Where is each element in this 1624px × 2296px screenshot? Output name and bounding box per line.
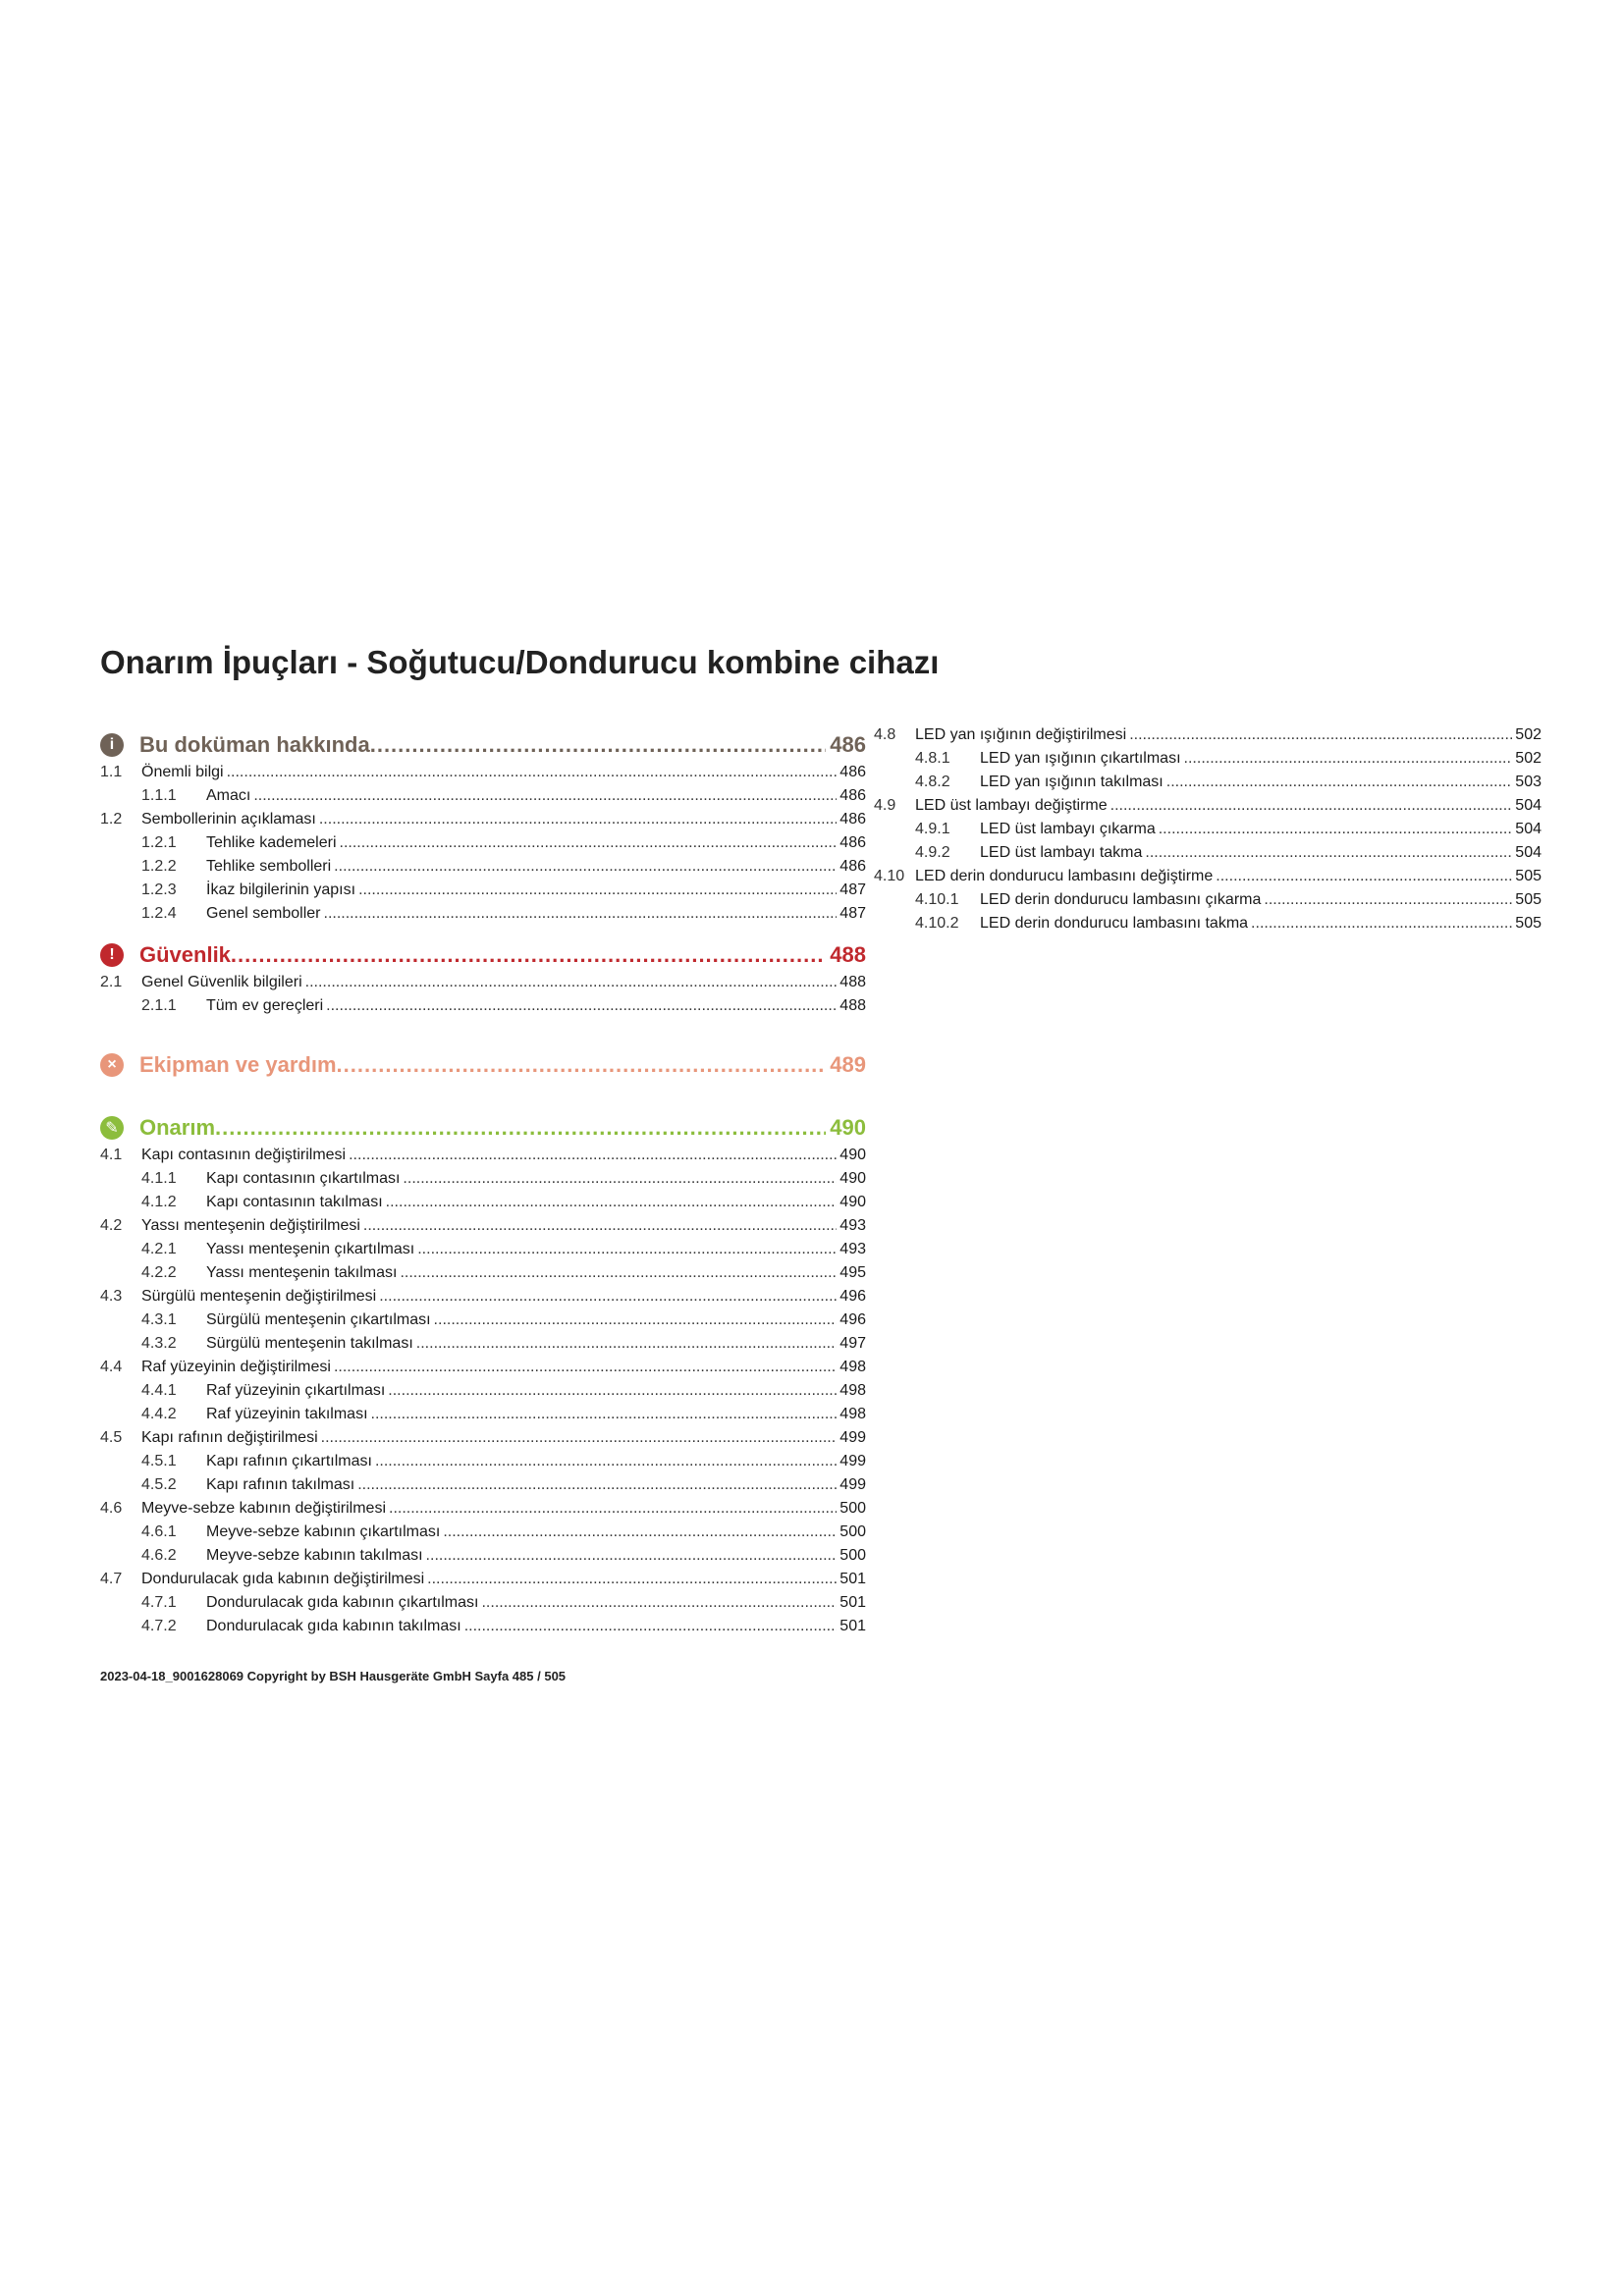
toc-entry-page: 488 xyxy=(839,997,866,1014)
toc-entry-page: 499 xyxy=(839,1429,866,1446)
toc-entry-page: 487 xyxy=(839,881,866,898)
toc-subentry[interactable] xyxy=(100,1618,866,1641)
toc-entry[interactable] xyxy=(100,1288,866,1311)
toc-entry-page: 493 xyxy=(839,1241,866,1257)
toc-entry-title: Sürgülü menteşenin değiştirilmesi xyxy=(141,1288,377,1305)
toc-entry[interactable] xyxy=(100,764,866,787)
toc-entry-page: 490 xyxy=(839,1194,866,1210)
dot-leader xyxy=(363,1217,837,1235)
toc-entry-page: 497 xyxy=(839,1335,866,1352)
toc-subentry[interactable] xyxy=(874,774,1542,797)
toc-subentry[interactable] xyxy=(100,1170,866,1194)
toc-entry-title: LED üst lambayı takma xyxy=(980,844,1143,861)
toc-entry-number: 4.8.2 xyxy=(915,774,950,790)
dot-leader xyxy=(1110,797,1513,815)
toc-entry[interactable] xyxy=(874,797,1542,821)
dot-leader xyxy=(1159,821,1513,838)
toc-subentry[interactable] xyxy=(874,750,1542,774)
toc-entry-number: 4.2.1 xyxy=(141,1241,177,1257)
toc-subentry[interactable] xyxy=(100,1453,866,1476)
toc-entry-page: 486 xyxy=(839,834,866,851)
toc-entry-title: LED yan ışığının takılması xyxy=(980,774,1164,790)
toc-entry-page: 503 xyxy=(1515,774,1542,790)
toc-entry-page: 496 xyxy=(839,1311,866,1328)
toc-subentry[interactable] xyxy=(100,1547,866,1571)
toc-entry-title: Amacı xyxy=(206,787,251,804)
toc-entry-page: 498 xyxy=(839,1359,866,1375)
dot-leader xyxy=(1184,750,1513,768)
toc-entry-title: Tehlike kademeleri xyxy=(206,834,337,851)
toc-entry-title: Tehlike sembolleri xyxy=(206,858,332,875)
dot-leader xyxy=(400,1264,837,1282)
toc-subentry[interactable] xyxy=(100,1523,866,1547)
toc-subentry[interactable] xyxy=(100,787,866,811)
toc-entry[interactable] xyxy=(100,1217,866,1241)
dot-leader xyxy=(1145,844,1512,862)
toc-section-label: Ekipman ve yardım xyxy=(139,1052,337,1077)
toc-entry[interactable] xyxy=(100,1500,866,1523)
toc-entry-title: Yassı menteşenin çıkartılması xyxy=(206,1241,415,1257)
toc-entry-page: 499 xyxy=(839,1476,866,1493)
toc-entry-title: Kapı contasının takılması xyxy=(206,1194,383,1210)
toc-entry-page: 498 xyxy=(839,1406,866,1422)
toc-subentry[interactable] xyxy=(100,834,866,858)
dot-leader xyxy=(334,858,837,876)
dot-leader xyxy=(464,1618,838,1635)
toc-entry-number: 4.1.1 xyxy=(141,1170,177,1187)
toc-entry-title: Dondurulacak gıda kabının değiştirilmesi xyxy=(141,1571,425,1587)
toc-entry-title: Raf yüzeyinin değiştirilmesi xyxy=(141,1359,331,1375)
toc-subentry[interactable] xyxy=(100,1264,866,1288)
toc-entry-number: 1.2.2 xyxy=(141,858,177,875)
toc-entry-number: 4.1 xyxy=(100,1147,123,1163)
toc-entry[interactable] xyxy=(100,1429,866,1453)
toc-entry-number: 4.2 xyxy=(100,1217,123,1234)
toc-entry-number: 4.3 xyxy=(100,1288,123,1305)
dot-leader xyxy=(417,1241,837,1258)
toc-entry-page: 505 xyxy=(1515,915,1542,932)
toc-entry-title: Sembollerinin açıklaması xyxy=(141,811,316,828)
toc-section[interactable] xyxy=(100,726,866,764)
dot-leader xyxy=(334,1359,837,1376)
toc-entry-title: Dondurulacak gıda kabının çıkartılması xyxy=(206,1594,479,1611)
toc-entry-number: 2.1.1 xyxy=(141,997,177,1014)
toc-entry-title: Genel semboller xyxy=(206,905,321,922)
toc-entry-page: 500 xyxy=(839,1500,866,1517)
toc-entry-number: 4.10.1 xyxy=(915,891,959,908)
dot-leader xyxy=(416,1335,838,1353)
toc-subentry[interactable] xyxy=(100,1382,866,1406)
dot-leader xyxy=(1216,868,1512,885)
toc-entry-number: 4.9 xyxy=(874,797,896,814)
toc-entry-title: Kapı rafının çıkartılması xyxy=(206,1453,372,1469)
toc-entry-title: LED üst lambayı değiştirme xyxy=(915,797,1108,814)
toc-entry[interactable] xyxy=(874,868,1542,891)
dot-leader xyxy=(326,997,837,1015)
toc-entry-page: 486 xyxy=(839,764,866,780)
toc-entry-number: 4.3.1 xyxy=(141,1311,177,1328)
toc-entry-page: 501 xyxy=(839,1571,866,1587)
toc-entry-title: Sürgülü menteşenin takılması xyxy=(206,1335,413,1352)
toc-entry-title: Önemli bilgi xyxy=(141,764,224,780)
toc-section[interactable] xyxy=(100,936,866,974)
toc-entry-number: 4.7 xyxy=(100,1571,123,1587)
toc-entry-page: 499 xyxy=(839,1453,866,1469)
toc-entry-title: Kapı rafının değiştirilmesi xyxy=(141,1429,318,1446)
dot-leader xyxy=(1166,774,1513,791)
dot-leader xyxy=(349,1147,837,1164)
dot-leader xyxy=(370,732,827,758)
toc-entry-number: 4.9.2 xyxy=(915,844,950,861)
dot-leader xyxy=(231,942,826,968)
toc-entry-title: Genel Güvenlik bilgileri xyxy=(141,974,302,990)
toc-entry-title: LED yan ışığının çıkartılması xyxy=(980,750,1181,767)
toc-entry-number: 4.3.2 xyxy=(141,1335,177,1352)
dot-leader xyxy=(324,905,838,923)
toc-subentry[interactable] xyxy=(100,881,866,905)
toc-entry-number: 1.1 xyxy=(100,764,123,780)
toc-entry-number: 4.6.2 xyxy=(141,1547,177,1564)
toc-entry-title: Raf yüzeyinin takılması xyxy=(206,1406,368,1422)
toc-entry[interactable] xyxy=(100,974,866,997)
toc-entry-number: 1.2.4 xyxy=(141,905,177,922)
toc-section[interactable] xyxy=(100,1046,866,1084)
dot-leader xyxy=(1251,915,1512,933)
dot-leader xyxy=(321,1429,838,1447)
toc-entry-page: 493 xyxy=(839,1217,866,1234)
dot-leader xyxy=(386,1194,838,1211)
toc-subentry[interactable] xyxy=(100,905,866,929)
toc-entry-page: 500 xyxy=(839,1523,866,1540)
toc-entry-number: 1.2 xyxy=(100,811,123,828)
toc-entry-title: LED üst lambayı çıkarma xyxy=(980,821,1156,837)
toc-entry-page: 505 xyxy=(1515,868,1542,884)
toc-entry-page: 495 xyxy=(839,1264,866,1281)
toc-entry-page: 502 xyxy=(1515,726,1542,743)
toc-entry[interactable] xyxy=(874,726,1542,750)
toc-entry-page: 490 xyxy=(839,1147,866,1163)
toc-entry[interactable] xyxy=(100,1359,866,1382)
dot-leader xyxy=(388,1382,837,1400)
toc-entry-title: LED derin dondurucu lambasını değiştirme xyxy=(915,868,1214,884)
toc-section-page: 490 xyxy=(830,1115,866,1140)
toc-column-left xyxy=(100,726,866,1641)
toc-section-label: Güvenlik xyxy=(139,942,231,967)
toc-subentry[interactable] xyxy=(100,1335,866,1359)
toc-entry[interactable] xyxy=(100,1571,866,1594)
toc-entry-page: 487 xyxy=(839,905,866,922)
dot-leader xyxy=(403,1170,837,1188)
toc-entry-page: 501 xyxy=(839,1594,866,1611)
toc-subentry[interactable] xyxy=(100,1476,866,1500)
dot-leader xyxy=(375,1453,837,1470)
toc-entry-page: 498 xyxy=(839,1382,866,1399)
toc-entry-number: 4.5.1 xyxy=(141,1453,177,1469)
toc-entry-page: 486 xyxy=(839,811,866,828)
dot-leader xyxy=(358,881,837,899)
warning-icon: ! xyxy=(100,943,124,967)
toc-entry-title: Sürgülü menteşenin çıkartılması xyxy=(206,1311,431,1328)
toc-subentry[interactable] xyxy=(874,891,1542,915)
toc-entry-number: 4.9.1 xyxy=(915,821,950,837)
toc-subentry[interactable] xyxy=(100,1406,866,1429)
toc-entry-number: 4.1.2 xyxy=(141,1194,177,1210)
repair-icon: ✎ xyxy=(100,1116,124,1140)
dot-leader xyxy=(371,1406,838,1423)
dot-leader xyxy=(379,1288,837,1306)
toc-entry-number: 4.7.2 xyxy=(141,1618,177,1634)
toc-column-right xyxy=(874,726,1542,938)
toc-section-label: Bu doküman hakkında xyxy=(139,732,370,757)
dot-leader xyxy=(389,1500,837,1518)
toc-entry-page: 490 xyxy=(839,1170,866,1187)
toc-entry-title: Yassı menteşenin değiştirilmesi xyxy=(141,1217,360,1234)
toc-entry[interactable] xyxy=(100,811,866,834)
dot-leader xyxy=(1129,726,1512,744)
dot-leader xyxy=(481,1594,837,1612)
toc-entry-number: 4.6.1 xyxy=(141,1523,177,1540)
toc-subentry[interactable] xyxy=(874,844,1542,868)
dot-leader xyxy=(357,1476,837,1494)
dot-leader xyxy=(427,1571,837,1588)
toc-entry[interactable] xyxy=(100,1147,866,1170)
toc-entry-title: Kapı contasının değiştirilmesi xyxy=(141,1147,347,1163)
toc-entry-page: 502 xyxy=(1515,750,1542,767)
toc-entry-number: 1.2.1 xyxy=(141,834,177,851)
toc-entry-page: 505 xyxy=(1515,891,1542,908)
toc-section-label: Onarım xyxy=(139,1115,216,1140)
toc-entry-title: Raf yüzeyinin çıkartılması xyxy=(206,1382,386,1399)
dot-leader xyxy=(340,834,838,852)
toc-entry-title: Tüm ev gereçleri xyxy=(206,997,324,1014)
toc-subentry[interactable] xyxy=(874,821,1542,844)
dot-leader xyxy=(319,811,837,828)
toc-entry-number: 4.10 xyxy=(874,868,905,884)
toc-entry-title: Meyve-sebze kabının çıkartılması xyxy=(206,1523,441,1540)
toc-section-page: 488 xyxy=(830,942,866,967)
toc-entry-number: 4.4.1 xyxy=(141,1382,177,1399)
toc-entry-page: 488 xyxy=(839,974,866,990)
dot-leader xyxy=(1264,891,1512,909)
toc-entry-number: 4.5.2 xyxy=(141,1476,177,1493)
toc-subentry[interactable] xyxy=(100,1594,866,1618)
page-footer: 2023-04-18_9001628069 Copyright by BSH Hausgeräte GmbH Sayfa 485 / 505 xyxy=(100,1669,567,1683)
toc-entry-number: 4.5 xyxy=(100,1429,123,1446)
toc-entry-title: LED derin dondurucu lambasını çıkarma xyxy=(980,891,1262,908)
toc-entry-title: Yassı menteşenin takılması xyxy=(206,1264,398,1281)
toc-entry-number: 4.10.2 xyxy=(915,915,959,932)
toc-subentry[interactable] xyxy=(100,858,866,881)
tools-icon: × xyxy=(100,1053,124,1077)
toc-entry-number: 4.2.2 xyxy=(141,1264,177,1281)
toc-entry-number: 4.6 xyxy=(100,1500,123,1517)
dot-leader xyxy=(215,1115,826,1141)
toc-entry-title: Kapı contasının çıkartılması xyxy=(206,1170,401,1187)
toc-entry-title: LED derin dondurucu lambasını takma xyxy=(980,915,1249,932)
toc-entry-page: 496 xyxy=(839,1288,866,1305)
dot-leader xyxy=(337,1052,827,1078)
toc-entry-number: 4.4 xyxy=(100,1359,123,1375)
toc-entry-number: 2.1 xyxy=(100,974,123,990)
toc-entry-number: 4.7.1 xyxy=(141,1594,177,1611)
toc-subentry[interactable] xyxy=(100,997,866,1021)
dot-leader xyxy=(426,1547,838,1565)
toc-entry-title: Kapı rafının takılması xyxy=(206,1476,355,1493)
toc-entry-title: Meyve-sebze kabının değiştirilmesi xyxy=(141,1500,386,1517)
toc-subentry[interactable] xyxy=(100,1311,866,1335)
toc-section-page: 489 xyxy=(830,1052,866,1077)
toc-entry-number: 4.8 xyxy=(874,726,896,743)
toc-entry-page: 486 xyxy=(839,787,866,804)
info-icon: i xyxy=(100,733,124,757)
dot-leader xyxy=(434,1311,838,1329)
dot-leader xyxy=(253,787,837,805)
toc-entry-title: Dondurulacak gıda kabının takılması xyxy=(206,1618,461,1634)
toc-entry-title: Meyve-sebze kabının takılması xyxy=(206,1547,423,1564)
toc-subentry[interactable] xyxy=(100,1241,866,1264)
toc-entry-page: 500 xyxy=(839,1547,866,1564)
dot-leader xyxy=(305,974,838,991)
toc-entry-page: 486 xyxy=(839,858,866,875)
toc-entry-number: 1.2.3 xyxy=(141,881,177,898)
dot-leader xyxy=(443,1523,837,1541)
toc-entry-page: 504 xyxy=(1515,797,1542,814)
toc-entry-title: İkaz bilgilerinin yapısı xyxy=(206,881,356,898)
toc-subentry[interactable] xyxy=(100,1194,866,1217)
toc-entry-page: 504 xyxy=(1515,821,1542,837)
dot-leader xyxy=(227,764,838,781)
toc-entry-number: 4.4.2 xyxy=(141,1406,177,1422)
toc-section[interactable] xyxy=(100,1109,866,1147)
toc-subentry[interactable] xyxy=(874,915,1542,938)
toc-section-page: 486 xyxy=(830,732,866,757)
toc-entry-title: LED yan ışığının değiştirilmesi xyxy=(915,726,1127,743)
toc-entry-page: 501 xyxy=(839,1618,866,1634)
page-title: Onarım İpuçları - Soğutucu/Dondurucu kombine cihazı xyxy=(100,644,940,680)
toc-entry-number: 4.8.1 xyxy=(915,750,950,767)
toc-entry-page: 504 xyxy=(1515,844,1542,861)
toc-entry-number: 1.1.1 xyxy=(141,787,177,804)
